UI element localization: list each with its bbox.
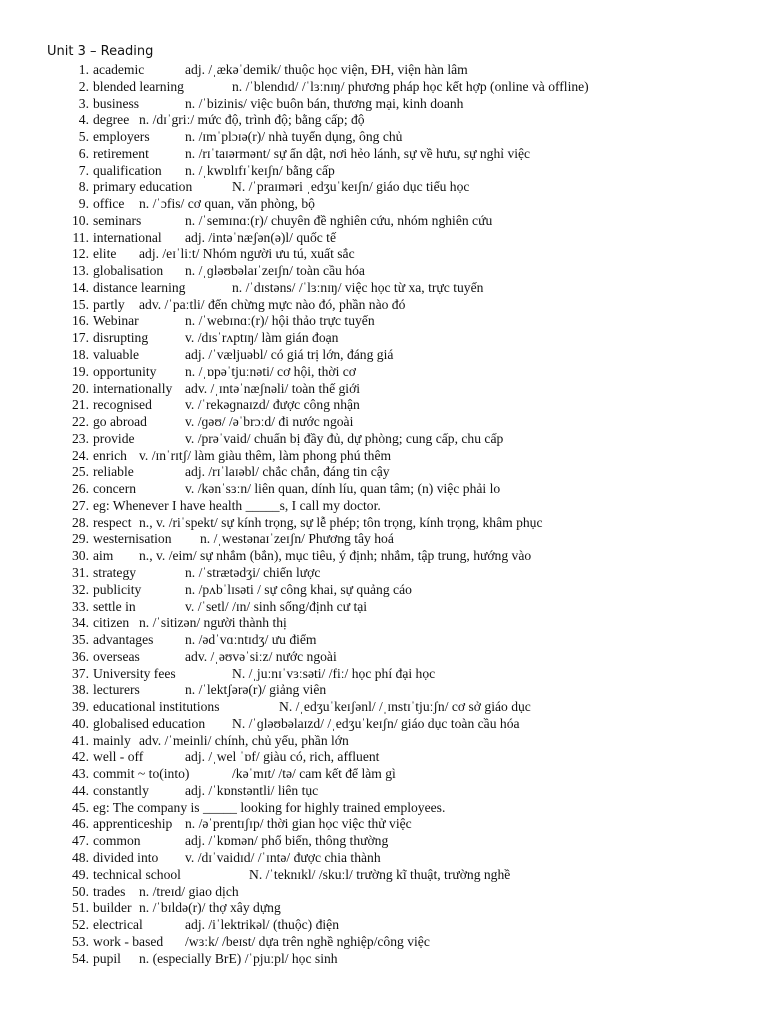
vocab-entry bbox=[0, 330, 768, 347]
entry-number: 1. bbox=[78, 62, 89, 77]
entry-definition: v. /ɡəʊ/ /əˈbrɔːd/ đi nước ngoài bbox=[185, 414, 354, 430]
entry-word: primary education bbox=[93, 179, 193, 195]
entry-definition: v. /dɪsˈrʌptɪŋ/ làm gián đoạn bbox=[185, 330, 339, 346]
vocab-entry bbox=[0, 833, 768, 850]
vocab-entry bbox=[0, 414, 768, 431]
entry-number: 25. bbox=[72, 464, 89, 480]
entry-word: eg: Whenever I have health _____s, I call my doctor. bbox=[93, 497, 381, 513]
entry-number: 38. bbox=[72, 682, 89, 698]
entry-number: 49. bbox=[72, 866, 89, 882]
vocab-entry bbox=[0, 381, 768, 398]
entry-number: 30. bbox=[72, 548, 89, 564]
entry-definition: n., v. /riˈspekt/ sự kính trọng, sự lễ phép; tôn trọng, kính trọng, khâm phục bbox=[139, 514, 543, 530]
vocab-entry bbox=[0, 900, 768, 917]
entry-number: 54. bbox=[72, 950, 89, 966]
entry-word: office bbox=[93, 196, 125, 212]
entry-number: 42. bbox=[72, 749, 89, 765]
entry-number: 51. bbox=[72, 900, 89, 916]
entry-number: 9. bbox=[78, 196, 89, 212]
entry-number: 23. bbox=[72, 430, 89, 446]
entry-word: University fees bbox=[93, 665, 176, 681]
entry-word: qualification bbox=[93, 162, 162, 178]
entry-number: 32. bbox=[72, 581, 89, 597]
entry-definition: n. /ˈbɪldə(r)/ thợ xây dựng bbox=[139, 900, 281, 916]
entry-number: 34. bbox=[72, 615, 89, 631]
entry-definition: n., v. /eim/ sự nhắm (bắn), mục tiêu, ý định; nhắm, tập trung, hướng vào bbox=[139, 548, 532, 564]
entry-number: 20. bbox=[72, 380, 89, 396]
entry-number: 29. bbox=[72, 531, 89, 547]
entry-number: 10. bbox=[72, 212, 89, 228]
entry-definition: n. (especially BrE) /ˈpjuːpl/ học sinh bbox=[139, 950, 338, 966]
entry-definition: n. /ɪmˈplɔɪə(r)/ nhà tuyển dụng, ông chủ bbox=[185, 129, 403, 145]
entry-definition: n. /ˈlektʃərə(r)/ giảng viên bbox=[185, 682, 327, 698]
entry-word: academic bbox=[93, 62, 145, 77]
vocab-entry bbox=[0, 246, 768, 263]
vocab-entry bbox=[0, 666, 768, 683]
entry-definition: adv. /ˈpaːtli/ đến chừng mực nào đó, phần nào đó bbox=[139, 296, 406, 312]
entry-word: well - off bbox=[93, 749, 144, 765]
entry-number: 11. bbox=[72, 229, 89, 245]
entry-number: 4. bbox=[78, 112, 89, 128]
vocab-entry bbox=[0, 448, 768, 465]
entry-word: common bbox=[93, 833, 141, 849]
entry-word: aim bbox=[93, 548, 114, 564]
vocab-entry bbox=[0, 196, 768, 213]
entry-definition: n. /ˈɔfis/ cơ quan, văn phòng, bộ bbox=[139, 196, 315, 212]
vocab-entry bbox=[0, 699, 768, 716]
entry-word: degree bbox=[93, 112, 130, 128]
entry-number: 48. bbox=[72, 849, 89, 865]
entry-word: business bbox=[93, 95, 140, 111]
vocab-entry bbox=[0, 297, 768, 314]
vocab-entry bbox=[0, 632, 768, 649]
vocab-entry bbox=[0, 649, 768, 666]
entry-word: partly bbox=[93, 296, 125, 312]
entry-definition: adj. /eɪˈliːt/ Nhóm người ưu tú, xuất sắc bbox=[139, 246, 355, 262]
vocab-entry bbox=[0, 96, 768, 113]
entry-definition: adv. /ˈmeinli/ chính, chủ yếu, phần lớn bbox=[139, 732, 349, 748]
entry-definition: v. /kənˈsɜːn/ liên quan, dính líu, quan tâm; (n) việc phải lo bbox=[185, 481, 501, 497]
entry-definition: n. /ˌkwɒlɪfɪˈkeɪʃn/ bằng cấp bbox=[185, 162, 335, 178]
vocab-entry bbox=[0, 766, 768, 783]
vocab-entry bbox=[0, 280, 768, 297]
entry-number: 35. bbox=[72, 632, 89, 648]
entry-definition: n. /əˈprentɪʃɪp/ thời gian học việc thử việc bbox=[185, 816, 412, 832]
entry-word: strategy bbox=[93, 564, 137, 580]
entry-definition: adj. /ˌækəˈdemik/ thuộc học viện, ĐH, viện hàn lâm bbox=[185, 62, 468, 77]
entry-word: overseas bbox=[93, 648, 140, 664]
entry-definition: n. /ˈstrætədʒi/ chiến lược bbox=[185, 564, 321, 580]
entry-word: elite bbox=[93, 246, 117, 262]
entry-definition: n. /ˌɒpəˈtjuːnəti/ cơ hội, thời cơ bbox=[185, 363, 356, 379]
entry-definition: adj. /ˈkɒmən/ phổ biến, thông thường bbox=[185, 833, 389, 849]
entry-definition: v. /ˈrekəɡnaɪzd/ được công nhận bbox=[185, 397, 360, 413]
entry-number: 50. bbox=[72, 883, 89, 899]
entry-word: commit ~ to(into) bbox=[93, 766, 190, 782]
entry-word: divided into bbox=[93, 849, 159, 865]
entry-number: 46. bbox=[72, 816, 89, 832]
entry-number: 53. bbox=[72, 933, 89, 949]
entry-number: 27. bbox=[72, 497, 89, 513]
entry-word: educational institutions bbox=[93, 699, 220, 715]
entry-definition: adv. /ˌəʊvəˈsiːz/ nước ngoài bbox=[185, 648, 337, 664]
entry-definition: n. /ˈsitizən/ người thành thị bbox=[139, 615, 287, 631]
entry-word: provide bbox=[93, 430, 135, 446]
vocab-entry bbox=[0, 816, 768, 833]
entry-word: international bbox=[93, 229, 162, 245]
entry-word: lecturers bbox=[93, 682, 140, 698]
entry-word: westernisation bbox=[93, 531, 172, 547]
vocab-entry bbox=[0, 515, 768, 532]
entry-word: work - based bbox=[93, 933, 164, 949]
entry-definition: adj. /rɪˈlaɪəbl/ chắc chắn, đáng tin cậy bbox=[185, 464, 390, 480]
entry-word: advantages bbox=[93, 632, 154, 648]
entry-definition: n. /treɪd/ giao dịch bbox=[139, 883, 239, 899]
vocab-entry bbox=[0, 347, 768, 364]
entry-number: 22. bbox=[72, 414, 89, 430]
entry-number: 28. bbox=[72, 514, 89, 530]
entry-number: 12. bbox=[72, 246, 89, 262]
vocab-entry bbox=[0, 884, 768, 901]
vocab-entry bbox=[0, 599, 768, 616]
entry-definition: adj. /intəˈnæʃən(ə)l/ quốc tế bbox=[185, 229, 336, 245]
entry-word: pupil bbox=[93, 950, 121, 966]
entry-definition: adj. /iˈlektrikəl/ (thuộc) điện bbox=[185, 917, 340, 933]
vocab-entry bbox=[0, 716, 768, 733]
entry-definition: v. /dɪˈvaidɪd/ /ˈɪntə/ được chia thành bbox=[185, 849, 381, 865]
vocab-entry bbox=[0, 481, 768, 498]
entry-word: internationally bbox=[93, 380, 173, 396]
entry-word: disrupting bbox=[93, 330, 149, 346]
entry-number: 26. bbox=[72, 481, 89, 497]
vocab-entry bbox=[0, 62, 768, 79]
entry-definition: n. /ˈsemɪnɑː(r)/ chuyên đề nghiên cứu, nhóm nghiên cứu bbox=[185, 212, 493, 228]
entry-definition: /kəˈmɪt/ /tə/ cam kết để làm gì bbox=[232, 766, 396, 782]
entry-definition: v. /prəˈvaid/ chuẩn bị đầy đủ, dự phòng; cung cấp, chu cấp bbox=[185, 430, 504, 446]
entry-word: reliable bbox=[93, 464, 134, 480]
vocab-entry bbox=[0, 179, 768, 196]
entry-definition: adv. /ˌɪntəˈnæʃnəli/ toàn thế giới bbox=[185, 380, 361, 396]
entry-number: 47. bbox=[72, 833, 89, 849]
vocab-entry bbox=[0, 263, 768, 280]
vocab-entry bbox=[0, 498, 768, 515]
vocab-entry bbox=[0, 582, 768, 599]
entry-definition: n. /ˌɡləʊbəlaɪˈzeɪʃn/ toàn cầu hóa bbox=[185, 263, 365, 279]
entry-word: seminars bbox=[93, 212, 142, 228]
entry-word: retirement bbox=[93, 145, 149, 161]
entry-definition: /wɜːk/ /beɪst/ dựa trên nghề nghiệp/công việc bbox=[185, 933, 430, 949]
vocab-entry bbox=[0, 565, 768, 582]
entry-word: concern bbox=[93, 481, 137, 497]
entry-definition: n. /dɪˈgriː/ mức độ, trình độ; bằng cấp; độ bbox=[139, 112, 365, 128]
vocab-entry bbox=[0, 313, 768, 330]
entry-definition: n. /ˈblendɪd/ /ˈlɜːnɪŋ/ phương pháp học kết hợp (online và offline) bbox=[232, 78, 589, 94]
entry-definition: N. /ˈpraɪməri ˌedʒuˈkeɪʃn/ giáo dục tiểu học bbox=[232, 179, 470, 195]
vocab-entry bbox=[0, 230, 768, 247]
vocab-entry bbox=[0, 163, 768, 180]
entry-number: 33. bbox=[72, 598, 89, 614]
entry-word: respect bbox=[93, 514, 132, 530]
entry-word: builder bbox=[93, 900, 132, 916]
vocab-entry bbox=[0, 146, 768, 163]
entry-number: 16. bbox=[72, 313, 89, 329]
entry-number: 19. bbox=[72, 363, 89, 379]
entry-definition: n. /rɪˈtaɪərmənt/ sự ẩn dật, nơi hẻo lánh, sự về hưu, sự nghỉ việc bbox=[185, 145, 531, 161]
entry-number: 5. bbox=[78, 129, 89, 145]
entry-number: 6. bbox=[78, 145, 89, 161]
entry-number: 24. bbox=[72, 447, 89, 463]
entry-number: 7. bbox=[78, 162, 89, 178]
entry-number: 40. bbox=[72, 715, 89, 731]
vocab-entry bbox=[0, 531, 768, 548]
entry-word: electrical bbox=[93, 917, 143, 933]
entry-word: publicity bbox=[93, 581, 142, 597]
entry-definition: N. /ˈɡləʊbəlaɪzd/ /ˌedʒuˈkeɪʃn/ giáo dục toàn cầu hóa bbox=[232, 715, 520, 731]
entry-word: blended learning bbox=[93, 78, 184, 94]
entry-number: 8. bbox=[78, 179, 89, 195]
entry-word: citizen bbox=[93, 615, 130, 631]
entry-definition: N. /ˈteknɪkl/ /skuːl/ trường kĩ thuật, trường nghề bbox=[249, 866, 511, 882]
vocab-entry bbox=[0, 917, 768, 934]
entry-number: 18. bbox=[72, 347, 89, 363]
vocab-entry bbox=[0, 951, 768, 968]
entry-definition: adj. /ˌwel ˈɒf/ giàu có, rich, affluent bbox=[185, 749, 380, 765]
entry-definition: n. /ˈwebɪnɑː(r)/ hội thảo trực tuyến bbox=[185, 313, 375, 329]
entry-word: recognised bbox=[93, 397, 152, 413]
entry-word: globalised education bbox=[93, 715, 206, 731]
entry-word: go abroad bbox=[93, 414, 147, 430]
vocab-entry bbox=[0, 213, 768, 230]
entry-number: 21. bbox=[72, 397, 89, 413]
vocab-entry bbox=[0, 464, 768, 481]
entry-definition: N. /ˌedʒuˈkeɪʃənl/ /ˌɪnstɪˈtjuːʃn/ cơ sở giáo dục bbox=[279, 699, 531, 715]
vocab-entry bbox=[0, 850, 768, 867]
entry-number: 44. bbox=[72, 782, 89, 798]
vocab-entry bbox=[0, 800, 768, 817]
vocab-entry bbox=[0, 79, 768, 96]
entry-definition: v. /ɪnˈrɪtʃ/ làm giàu thêm, làm phong phú thêm bbox=[139, 447, 392, 463]
entry-number: 14. bbox=[72, 279, 89, 295]
entry-word: mainly bbox=[93, 732, 131, 748]
entry-number: 39. bbox=[72, 699, 89, 715]
entry-number: 52. bbox=[72, 917, 89, 933]
section-heading: Unit 3 – Reading bbox=[47, 44, 154, 59]
entry-word: employers bbox=[93, 129, 150, 145]
vocab-entry bbox=[0, 397, 768, 414]
entry-definition: n. /ˈdɪstəns/ /ˈlɜːnɪŋ/ việc học từ xa, trực tuyến bbox=[232, 279, 484, 295]
entry-definition: adj. /ˈvæljuəbl/ có giá trị lớn, đáng giá bbox=[185, 347, 394, 363]
entry-word: Webinar bbox=[93, 313, 139, 329]
entry-word: opportunity bbox=[93, 363, 157, 379]
entry-number: 3. bbox=[78, 95, 89, 111]
entry-definition: v. /ˈsetl/ /ɪn/ sinh sống/định cư tại bbox=[185, 598, 368, 614]
vocab-entry bbox=[0, 615, 768, 632]
entry-number: 37. bbox=[72, 665, 89, 681]
entry-word: constantly bbox=[93, 782, 149, 798]
entry-definition: adj. /ˈkɒnstəntli/ liên tục bbox=[185, 782, 319, 798]
entry-word: eg: The company is _____ looking for highly trained employees. bbox=[93, 799, 446, 815]
vocab-entry bbox=[0, 867, 768, 884]
vocab-entry bbox=[0, 129, 768, 146]
entry-definition: N. /ˌjuːnɪˈvɜːsəti/ /fiː/ học phí đại học bbox=[232, 665, 436, 681]
vocab-entry bbox=[0, 431, 768, 448]
entry-word: valuable bbox=[93, 347, 140, 363]
entry-number: 15. bbox=[72, 296, 89, 312]
entry-number: 13. bbox=[72, 263, 89, 279]
vocab-entry bbox=[0, 364, 768, 381]
vocab-entry bbox=[0, 548, 768, 565]
entry-definition: n. /ˈbizinis/ việc buôn bán, thương mại, kinh doanh bbox=[185, 95, 464, 111]
vocab-entry bbox=[0, 934, 768, 951]
vocab-entry bbox=[0, 749, 768, 766]
entry-number: 45. bbox=[72, 799, 89, 815]
entry-number: 31. bbox=[72, 564, 89, 580]
entry-word: apprenticeship bbox=[93, 816, 173, 832]
vocab-entry bbox=[0, 733, 768, 750]
entry-definition: n. /ədˈvɑːntɪdʒ/ ưu điểm bbox=[185, 632, 317, 648]
entry-number: 43. bbox=[72, 766, 89, 782]
entry-number: 17. bbox=[72, 330, 89, 346]
entry-word: settle in bbox=[93, 598, 136, 614]
entry-word: trades bbox=[93, 883, 126, 899]
vocab-entry bbox=[0, 783, 768, 800]
entry-word: enrich bbox=[93, 447, 127, 463]
entry-number: 36. bbox=[72, 648, 89, 664]
entry-definition: n. /pʌbˈlɪsəti / sự công khai, sự quảng cáo bbox=[185, 581, 412, 597]
entry-word: technical school bbox=[93, 866, 181, 882]
entry-word: distance learning bbox=[93, 279, 186, 295]
entry-number: 41. bbox=[72, 732, 89, 748]
entry-number: 2. bbox=[78, 78, 89, 94]
entry-word: globalisation bbox=[93, 263, 164, 279]
vocab-entry bbox=[0, 682, 768, 699]
vocab-entry bbox=[0, 112, 768, 129]
vocabulary-list bbox=[0, 62, 768, 967]
entry-definition: n. /ˌwestənaɪˈzeɪʃn/ Phương tây hoá bbox=[200, 531, 394, 547]
